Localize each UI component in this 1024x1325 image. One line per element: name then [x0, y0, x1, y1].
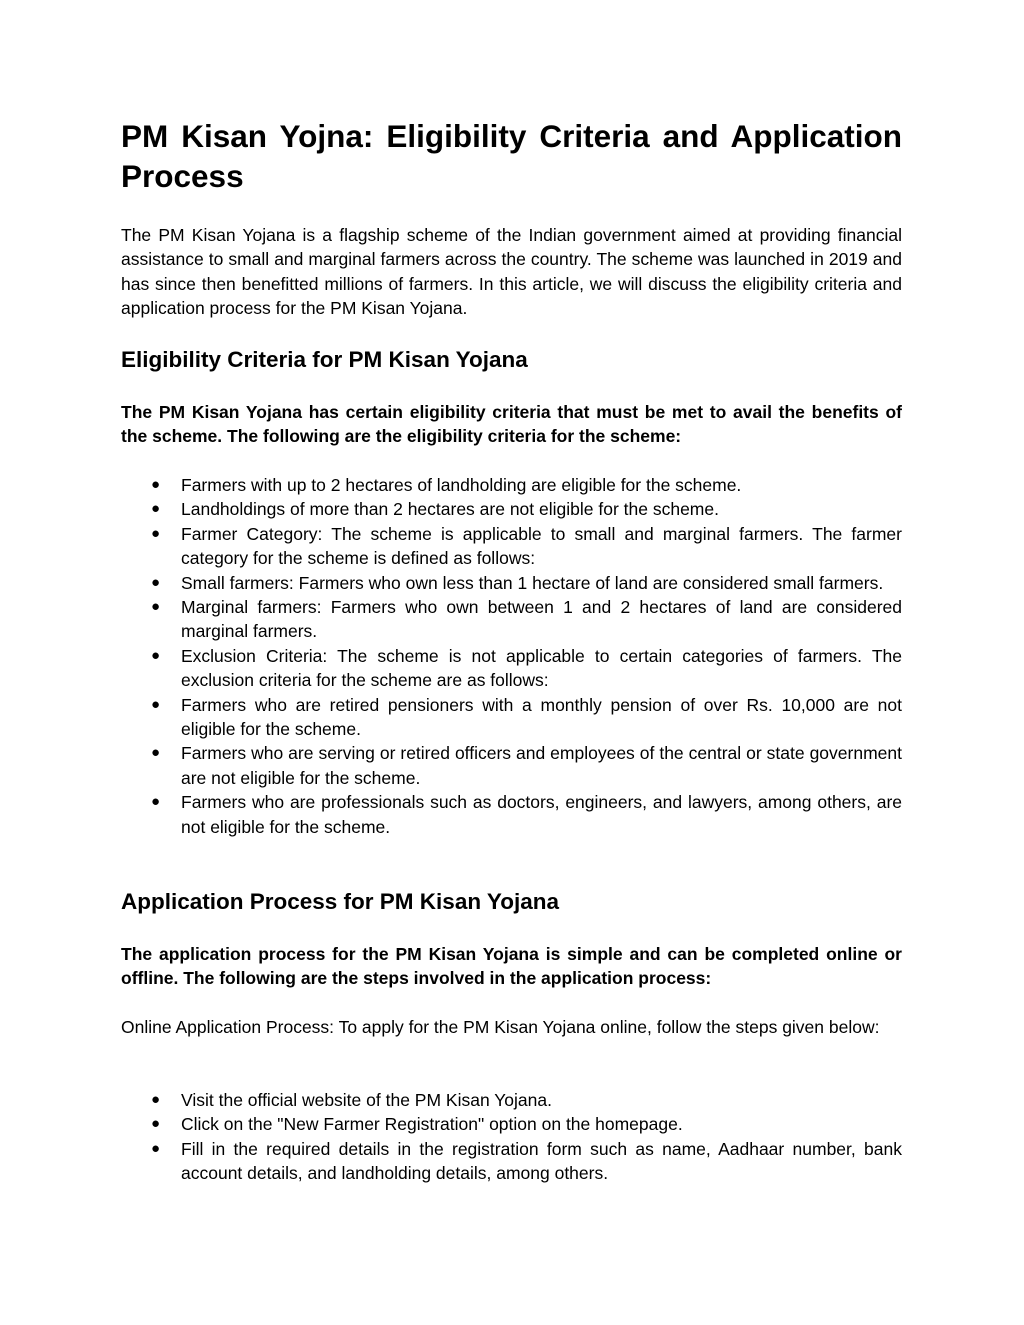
list-item: ● Exclusion Criteria: The scheme is not applicable to certain categories of farmers. The exclusion criteria for the scheme are as follows:: [151, 645, 902, 691]
intro-paragraph: The PM Kisan Yojana is a flagship scheme of the Indian government aimed at providing financial assistance to small and marginal farmers across the country. The scheme was launched in 2019 and has since then benefitted millions of farmers. In this article, we will discuss the eligibility criteria and application process for the PM Kisan Yojana.: [121, 225, 902, 319]
bullet-icon: ●: [151, 598, 161, 616]
bullet-icon: ●: [151, 793, 161, 811]
bullet-icon: ●: [151, 573, 161, 591]
application-steps-list: [121, 1088, 902, 1186]
bullet-icon: ●: [151, 500, 161, 518]
document-title: PM Kisan Yojna: Eligibility Criteria and Application Process: [121, 118, 902, 194]
bullet-icon: ●: [151, 524, 161, 542]
list-item: ● Visit the official website of the PM Kisan Yojana.: [121, 1088, 902, 1112]
list-item: ● Fill in the required details in the registration form such as name, Aadhaar number, bank account details, and landholding details, among others.: [151, 1138, 902, 1184]
list-item: ● Farmers who are retired pensioners with a monthly pension of over Rs. 10,000 are not eligible for the scheme.: [151, 694, 902, 740]
eligibility-heading: Eligibility Criteria for PM Kisan Yojana: [121, 347, 528, 372]
application-heading: Application Process for PM Kisan Yojana: [121, 889, 560, 914]
list-item: ● Farmer Category: The scheme is applicable to small and marginal farmers. The farmer category for the scheme is defined as follows:: [151, 523, 902, 569]
bullet-icon: ●: [151, 646, 161, 664]
bullet-icon: ●: [151, 744, 161, 762]
list-item: ● Landholdings of more than 2 hectares are not eligible for the scheme.: [121, 497, 902, 521]
bullet-icon: ●: [151, 695, 161, 713]
list-item: ● Marginal farmers: Farmers who own between 1 and 2 hectares of land are considered marginal farmers.: [151, 597, 902, 642]
eligibility-list: [121, 473, 902, 839]
bullet-icon: ●: [151, 476, 161, 493]
list-item: ● Farmers who are professionals such as doctors, engineers, and lawyers, among others, are not eligible for the scheme.: [151, 792, 902, 837]
bullet-icon: ●: [151, 1091, 161, 1108]
list-item: ● Farmers who are serving or retired officers and employees of the central or state government are not eligible for the scheme.: [151, 743, 902, 788]
bullet-icon: ●: [151, 1139, 161, 1157]
online-process-paragraph: Online Application Process: To apply for the PM Kisan Yojana online, follow the steps given below:: [121, 1017, 880, 1037]
bullet-icon: ●: [151, 1115, 161, 1133]
list-item: ● Small farmers: Farmers who own less than 1 hectare of land are considered small farmers.: [121, 571, 902, 595]
application-lead: The application process for the PM Kisan Yojana is simple and can be completed online or offline. The following are the steps involved in the application process:: [121, 944, 902, 989]
eligibility-lead: The PM Kisan Yojana has certain eligibility criteria that must be met to avail the benefits of the scheme. The following are the eligibility criteria for the scheme:: [121, 402, 902, 447]
list-item: ● Click on the "New Farmer Registration" option on the homepage.: [121, 1112, 902, 1136]
list-item: ● Farmers with up to 2 hectares of landholding are eligible for the scheme.: [121, 473, 902, 497]
